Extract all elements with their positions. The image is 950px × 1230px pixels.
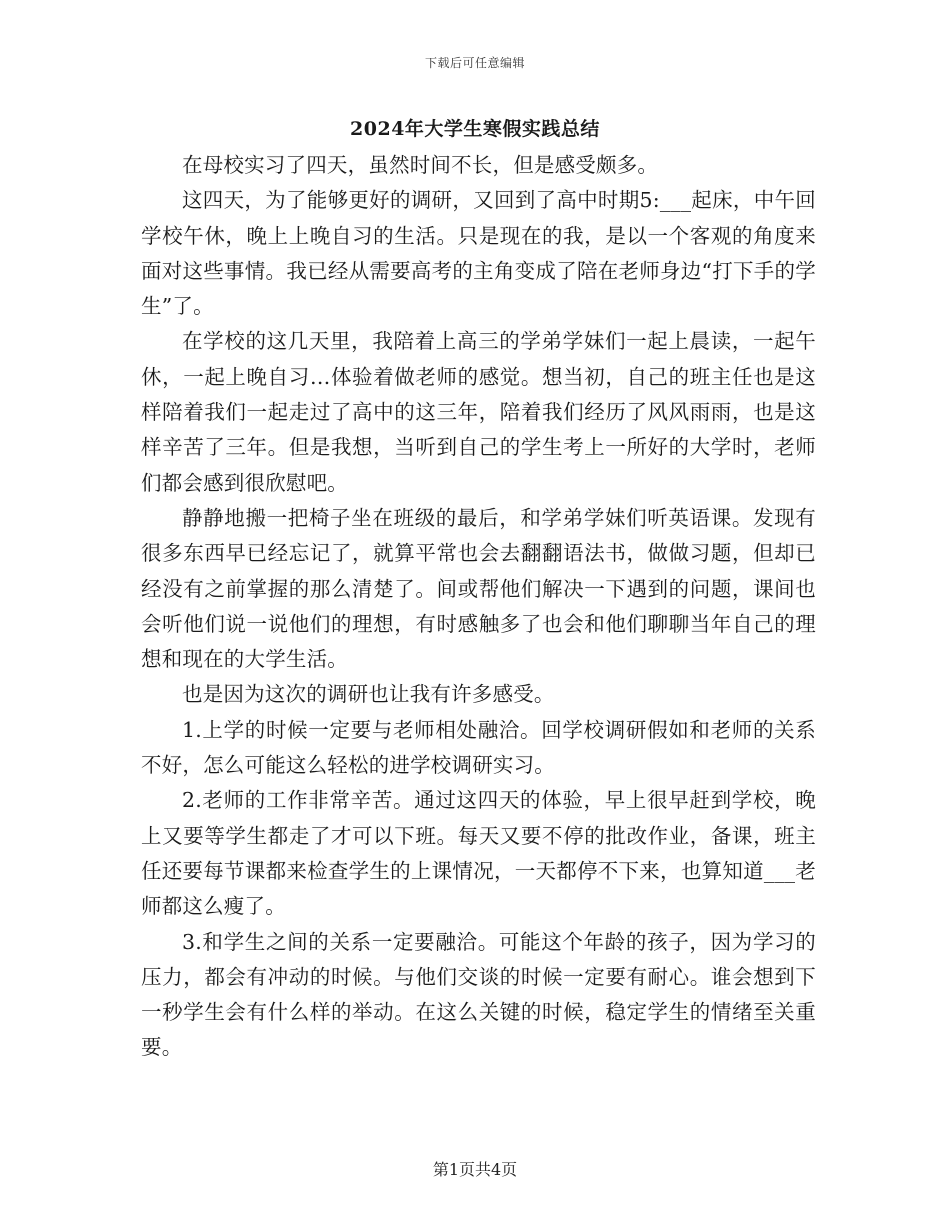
page-footer: 第1页共4页 [432,1160,518,1179]
paragraph-1: 在母校实习了四天，虽然时间不长，但是感受颇多。 [182,153,659,177]
paragraph-3: 在学校的这几天里，我陪着上高三的学弟学妹们一起上晨读，一起午休，一起上晚自习…体验着做老师的感觉。想当初，自己的班主任也是这样陪着我们一起走过了高中的这三年，陪着我们经历了风风雨雨，也是这样辛苦了三年。但是我想，当听到自己的学生考上一所好的大学时，老师们都会感到很欣慰吧。 [141,329,816,495]
paragraph-7: 2.老师的工作非常辛苦。通过这四天的体验，早上很早赶到学校，晚上又要等学生都走了才可以下班。每天又要不停的批改作业，备课，班主任还要每节课都来检查学生的上课情况，一天都停不下来，也算知道___老师都这么瘦了。 [141,788,816,919]
paragraph-2: 这四天，为了能够更好的调研，又回到了高中时期5:___起床，中午回学校午休，晚上上晚自习的生活。只是现在的我，是以一个客观的角度来面对这些事情。我已经从需要高考的主角变成了陪在老师身边“打下手的学生”了。 [141,188,816,319]
paragraph-4: 静静地搬一把椅子坐在班级的最后，和学弟学妹们听英语课。发现有很多东西早已经忘记了，就算平常也会去翻翻语法书，做做习题，但却已经没有之前掌握的那么清楚了。间或帮他们解决一下遇到的问题，课间也会听他们说一说他们的理想，有时感触多了也会和他们聊聊当年自己的理想和现在的大学生活。 [141,505,816,672]
paragraph-5: 也是因为这次的调研也让我有许多感受。 [182,682,555,707]
paragraph-6: 1.上学的时候一定要与老师相处融洽。回学校调研假如和老师的关系不好，怎么可能这么轻松的进学校调研实习。 [141,717,816,778]
header-note: 下载后可任意编辑 [424,56,525,70]
document-body [141,148,816,1066]
document-title: 2024年大学生寒假实践总结 [350,118,600,140]
paragraph-8: 3.和学生之间的关系一定要融洽。可能这个年龄的孩子，因为学习的压力，都会有冲动的时候。与他们交谈的时候一定要有耐心。谁会想到下一秒学生会有什么样的举动。在这么关键的时候，稳定学生的情绪至关重要。 [141,929,816,1060]
